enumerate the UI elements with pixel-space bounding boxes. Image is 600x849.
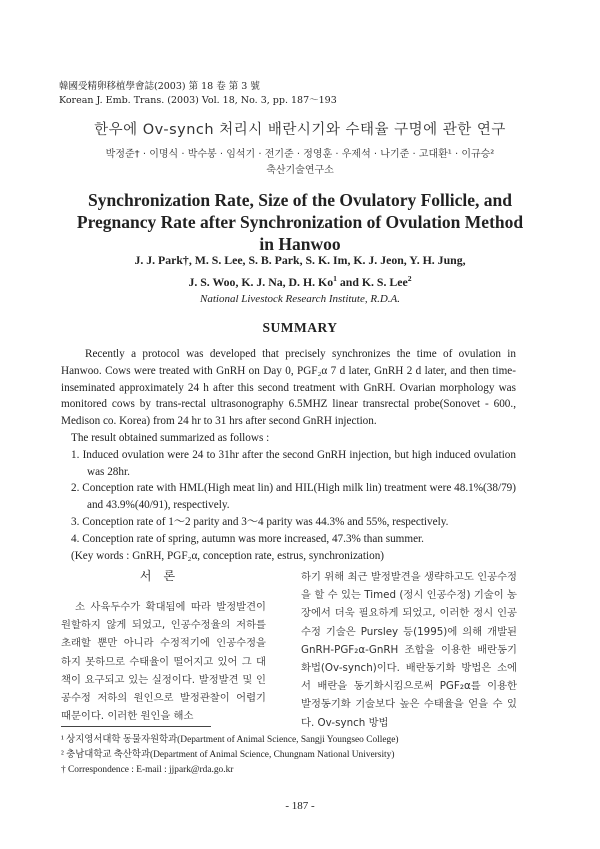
page-number: - 187 - xyxy=(285,800,315,812)
summary-keywords: (Key words : GnRH, PGF₂α, conception rate, estrus, synchronization) xyxy=(71,549,385,562)
english-title xyxy=(0,189,600,255)
left-column-text: 소 사육두수가 확대됨에 따라 발정발견이 원할하지 않게 되었고, 인공수정율의 저하를 초래할 뿐만 아니라 수정적기에 인공수정을 하지 못하므로 수태율이 떨어지고 있어 그 대책이 요구되고 있는 실정이다. 발정발견 및 인공수정 저하의 원인으로 발정관찰이 어렵기 때문이다. 이러한 원인을 해소 xyxy=(61,601,266,723)
journal-header-english: Korean J. Emb. Trans. (2003) Vol. 18, No. 3, pp. 187～193 xyxy=(59,95,337,106)
korean-affiliation: 축산기술연구소 xyxy=(266,165,334,176)
english-authors-line2 xyxy=(0,271,600,293)
authors-line2-part1: J. S. Woo, K. J. Na, D. H. Ko xyxy=(188,275,334,289)
summary-result-intro: The result obtained summarized as follows : xyxy=(71,431,270,444)
footnote-divider xyxy=(61,726,211,727)
english-title-line3: in Hanwoo xyxy=(259,234,341,254)
english-title-line2: Pregnancy Rate after Synchronization of Ovulation Method xyxy=(76,212,524,232)
english-authors xyxy=(0,249,600,293)
summary-item-4: 4. Conception rate of spring, autumn was more increased, 47.3% than summer. xyxy=(71,532,424,545)
authors-sup2: 2 xyxy=(407,274,412,284)
body-right-column xyxy=(301,568,517,732)
authors-line2-part2: and K. S. Lee xyxy=(336,275,408,289)
summary-body xyxy=(61,346,516,564)
english-affiliation: National Livestock Research Institute, R.D.A. xyxy=(200,293,400,305)
korean-authors: 박정준† · 이명식 · 박수봉 · 임석기 · 전기준 · 정영훈 · 우제석 · 나기준 · 고대환¹ · 이규승² xyxy=(105,149,495,160)
summary-item-3: 3. Conception rate of 1～2 parity and 3～4 parity was 44.3% and 55%, respectively. xyxy=(71,515,449,528)
footnote-2: ² 충남대학교 축산학과(Department of Animal Science, Chungnam National University) xyxy=(61,750,395,760)
summary-item-2: 2. Conception rate with HML(High meat lin) and HIL(High milk lin) treatment were 48.1%(38/79) and 43.9%(40/91), respectively. xyxy=(71,482,516,512)
authors-sup1: 1 xyxy=(333,274,337,284)
summary-paragraph: Recently a protocol was developed that precisely synchronizes the time of ovulation in Hanwoo. Cows were treated with GnRH on Day 0, PGF₂α 7 d later, GnRH 2 d later, and then time-inseminated approximately 24 h after this second treatment with GnRH. Ovarian morphology was monitored cows by trans-rectal ultrasonography 6.5MHZ linear transrectal probe(Sonovet - 600., Medison co. Korea) from 24 hr to 31 hrs after second GnRH injection. xyxy=(61,348,516,428)
footnote-correspondence: † Correspondence : E-mail : jjpark@rda.go.kr xyxy=(61,765,234,775)
summary-heading: SUMMARY xyxy=(262,320,338,335)
right-column-text: 하기 위해 최근 발정발견을 생략하고도 인공수정을 할 수 있는 Timed (정시 인공수정) 기술이 농장에서 더욱 필요하게 되었고, 이러한 정시 인공수정 기술은 Pursley 등(1995)에 의해 개발된 GnRH-PGF₂α-GnRH 조합을 이용한 배란동기화법(Ov-synch)이다. 배란동기화 방법은 소에서 배란을 동기화시킴으로써 PGF₂α를 이용한 발정동기화 기술보다 높은 수태율을 얻을 수 있다. Ov-synch 방법 xyxy=(301,571,517,729)
summary-item-1: 1. Induced ovulation were 24 to 31hr after the second GnRH injection, but high induced ovulation was 28hr. xyxy=(71,448,516,478)
journal-header-korean: 韓國受精卵移植學會誌(2003) 第 18 卷 第 3 號 xyxy=(59,81,260,92)
korean-title: 한우에 Ov-synch 처리시 배란시기와 수태율 구명에 관한 연구 xyxy=(94,122,506,138)
section-heading-introduction: 서론 xyxy=(139,569,188,583)
footnote-1: ¹ 상지영서대학 동물자원학과(Department of Animal Science, Sangji Youngseo College) xyxy=(61,735,399,745)
english-authors-line1: J. J. Park†, M. S. Lee, S. B. Park, S. K. Im, K. J. Jeon, Y. H. Jung, xyxy=(134,253,466,267)
english-title-line1: Synchronization Rate, Size of the Ovulatory Follicle, and xyxy=(87,190,513,210)
body-left-column xyxy=(61,598,266,725)
